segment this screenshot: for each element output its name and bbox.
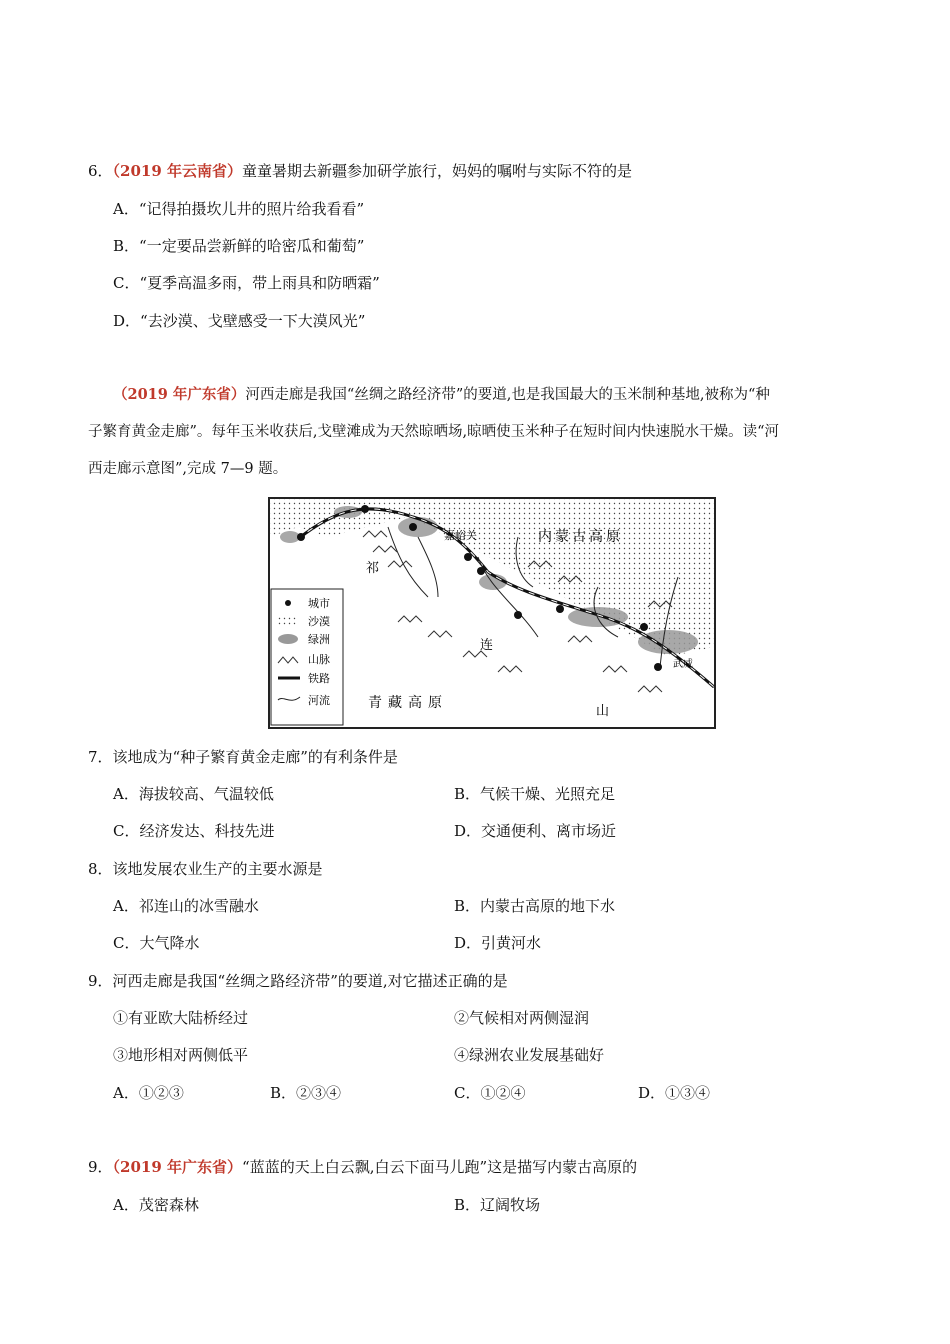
label-wuwei: 武威 [673,659,693,670]
legend-city: 城市 [308,597,330,610]
legend-river: 河流 [308,694,330,707]
q9b-option-a: A．茂密森林 [113,1196,199,1214]
passage-source: （2019 年广东省） [113,386,246,403]
option-d: D．“去沙漠、戈壁感受一下大漠风光” [113,312,366,330]
passage-text: 河西走廊是我国“丝绸之路经济带”的要道,也是我国最大的玉米制种基地,被称为“种 [245,387,770,403]
q9-statement-2: ②气候相对两侧湿润 [454,1009,590,1027]
label-lian: 连 [480,638,494,653]
question-text: 童童暑期去新疆参加研学旅行，妈妈的嘱咐与实际不符的是 [242,162,633,180]
label-jiayuguan: 嘉峪关 [444,529,477,542]
legend-oasis-icon [278,634,298,644]
q8-option-d: D．引黄河水 [454,934,542,952]
question-number: 6． [88,162,113,180]
q9-statement-4: ④绿洲农业发展基础好 [454,1046,605,1064]
label-qingzang: 青藏高原 [368,695,448,711]
q8-option-a: A．祁连山的冰雪融水 [113,897,259,915]
question-source: （2019 年云南省） [112,162,243,180]
legend-oasis: 绿洲 [308,633,330,646]
q9-statement-1: ①有亚欧大陆桥经过 [113,1009,249,1027]
question-8-stem: 8．该地发展农业生产的主要水源是 [88,860,323,878]
passage-line-3: 西走廊示意图”,完成 7—9 题。 [88,461,288,477]
passage-line-2: 子繁育黄金走廊”。每年玉米收获后,戈壁滩成为天然晾晒场,晾晒使玉米种子在短时间内快速脱水干燥。读“河 [88,424,780,440]
q7-option-d: D．交通便利、离市场近 [454,822,617,840]
label-qi: 祁 [366,561,380,576]
legend-city-icon [285,600,291,606]
q7-option-b: B．气候干燥、光照充足 [454,785,616,803]
option-a: A．“记得拍摄坎儿井的照片给我看看” [113,200,365,218]
legend-railway: 铁路 [308,672,330,685]
question-number: 9． [88,1158,113,1176]
map-legend [271,589,343,725]
label-shan: 山 [596,704,610,719]
legend-mountain: 山脉 [308,653,330,666]
q9-option-a: A．①②③ [113,1084,184,1102]
legend-desert: 沙漠 [308,615,330,628]
option-c: C．“夏季高温多雨，带上雨具和防晒霜” [113,274,380,292]
question-9b-stem [88,1156,637,1177]
q9-statement-3: ③地形相对两侧低平 [113,1046,249,1064]
option-b: B．“一定要品尝新鲜的哈密瓜和葡萄” [113,237,365,255]
q9b-option-b: B．辽阔牧场 [454,1196,541,1214]
hexi-corridor-map [268,497,716,729]
q7-option-c: C．经济发达、科技先进 [113,822,275,840]
q8-option-b: B．内蒙古高原的地下水 [454,897,616,915]
question-6-stem [88,160,632,181]
q9-option-d: D．①③④ [638,1084,711,1102]
q8-option-c: C．大气降水 [113,934,200,952]
question-text: “蓝蓝的天上白云飘,白云下面马儿跑”这是描写内蒙古高原的 [242,1158,638,1176]
q9-option-c: C．①②④ [454,1084,526,1102]
question-9-stem: 9．河西走廊是我国“丝绸之路经济带”的要道,对它描述正确的是 [88,972,508,990]
passage-line-1 [113,383,770,404]
q7-option-a: A．海拔较高、气温较低 [113,785,274,803]
label-inner-mongolia: 内蒙古高原 [538,529,623,545]
question-7-stem: 7．该地成为“种子繁育黄金走廊”的有利条件是 [88,748,398,766]
question-source: （2019 年广东省） [112,1158,243,1176]
legend-desert-icon [278,615,298,625]
q9-option-b: B．②③④ [270,1084,342,1102]
